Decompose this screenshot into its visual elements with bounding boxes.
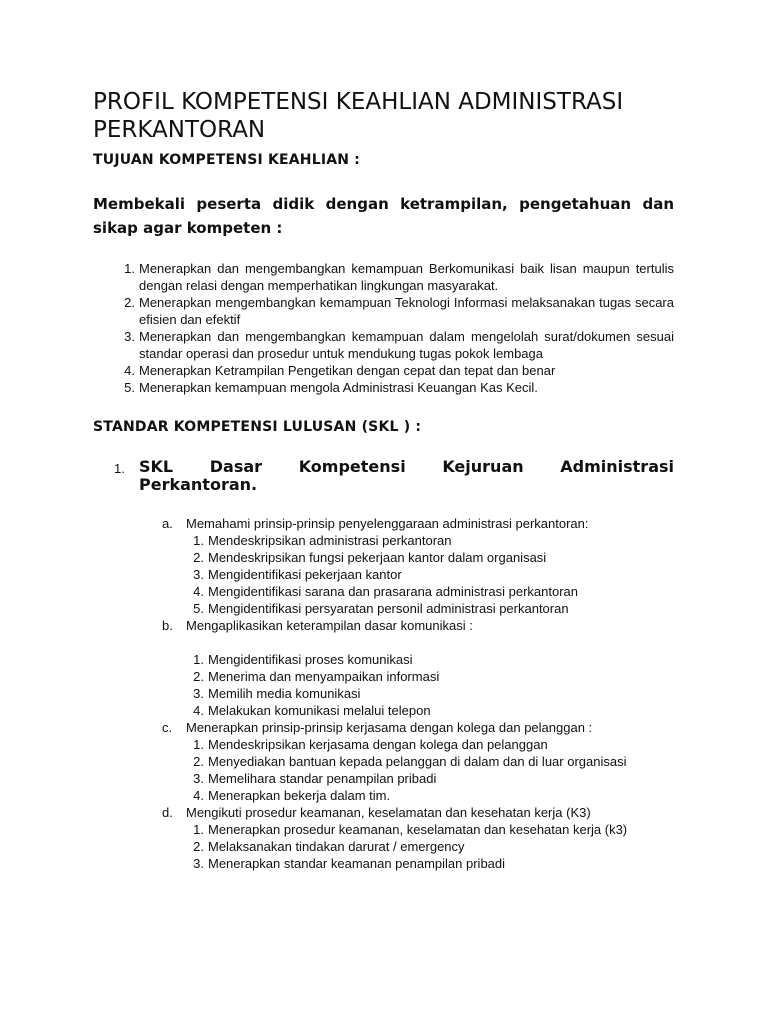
list-item (193, 753, 674, 770)
item-text: Mendeskripsikan fungsi pekerjaan kantor dalam organisasi (208, 550, 547, 565)
goals-list (124, 260, 674, 396)
item-number: 4. (193, 703, 204, 718)
section-letter: d. (162, 805, 173, 820)
list-item (193, 532, 674, 549)
item-text: Mendeskripsikan administrasi perkantoran (208, 533, 452, 548)
section-text: Mengikuti prosedur keamanan, keselamatan dan kesehatan kerja (K3) (186, 805, 591, 820)
item-number: 3. (193, 856, 204, 871)
goal-text: Menerapkan kemampuan mengola Administrasi Keuangan Kas Kecil. (139, 380, 538, 395)
section-text: Menerapkan prinsip-prinsip kerjasama dengan kolega dan pelanggan : (186, 720, 593, 735)
section-text: Memahami prinsip-prinsip penyelenggaraan administrasi perkantoran: (186, 516, 589, 531)
item-text: Mengidentifikasi persyaratan personil administrasi perkantoran (208, 601, 569, 616)
item-text: Memilih media komunikasi (208, 686, 361, 701)
document-title: PROFIL KOMPETENSI KEAHLIAN ADMINISTRASI PERKANTORAN (93, 89, 624, 143)
tujuan-heading: TUJUAN KOMPETENSI KEAHLIAN : (93, 152, 361, 168)
list-item (193, 770, 674, 787)
item-number: 3. (193, 771, 204, 786)
skl1-number: 1. (114, 461, 125, 476)
list-item (193, 566, 674, 583)
goal-text: Menerapkan Ketrampilan Pengetikan dengan cepat dan tepat dan benar (139, 363, 556, 378)
item-number: 3. (193, 567, 204, 582)
list-item (193, 600, 674, 617)
section-letter: b. (162, 618, 173, 633)
item-text: Menerapkan standar keamanan penampilan pribadi (208, 856, 506, 871)
item-number: 3. (193, 686, 204, 701)
item-number: 4. (193, 788, 204, 803)
goal-item (124, 362, 674, 379)
item-number: 1. (193, 533, 204, 548)
goal-number: 3. (124, 329, 135, 344)
goal-number: 1. (124, 261, 135, 276)
section-d-items (162, 821, 674, 872)
list-item (193, 736, 674, 753)
goal-item (124, 294, 674, 328)
item-text: Menerima dan menyampaikan informasi (208, 669, 440, 684)
goal-item (124, 328, 674, 362)
item-number: 2. (193, 669, 204, 684)
list-item (193, 821, 674, 838)
item-text: Menyediakan bantuan kepada pelanggan di dalam dan di luar organisasi (208, 754, 627, 769)
goal-text: Menerapkan dan mengembangkan kemampuan dalam mengelolah surat/dokumen sesuai standar operasi dan prosedur untuk mendukung tugas pokok lembaga (139, 329, 674, 361)
section-a (162, 515, 674, 532)
section-text: Mengaplikasikan keterampilan dasar komunikasi : (186, 618, 473, 633)
item-number: 2. (193, 839, 204, 854)
list-item (193, 668, 674, 685)
list-item (193, 787, 674, 804)
goal-item (124, 260, 674, 294)
list-item (193, 855, 674, 872)
section-d (162, 804, 674, 821)
item-number: 1. (193, 652, 204, 667)
item-number: 1. (193, 737, 204, 752)
item-text: Mengidentifikasi sarana dan prasarana administrasi perkantoran (208, 584, 578, 599)
skl-heading: STANDAR KOMPETENSI LULUSAN (SKL ) : (93, 419, 422, 435)
goal-text: Menerapkan mengembangkan kemampuan Teknologi Informasi melaksanakan tugas secara efisien dan efektif (139, 295, 674, 327)
list-item (193, 838, 674, 855)
item-text: Mendeskripsikan kerjasama dengan kolega dan pelanggan (208, 737, 548, 752)
goal-number: 5. (124, 380, 135, 395)
skl1-title-line2: Perkantoran. (139, 475, 258, 494)
goal-item (124, 379, 674, 396)
item-number: 4. (193, 584, 204, 599)
skl-outline (162, 515, 674, 872)
list-item (193, 685, 674, 702)
item-text: Mengidentifikasi pekerjaan kantor (208, 567, 402, 582)
goal-number: 2. (124, 295, 135, 310)
item-number: 1. (193, 822, 204, 837)
section-b-items (162, 651, 674, 719)
goal-text: Menerapkan dan mengembangkan kemampuan Berkomunikasi baik lisan maupun tertulis dengan relasi dengan memperhatikan lingkungan masyarakat. (139, 261, 674, 293)
list-item (193, 651, 674, 668)
list-item (193, 549, 674, 566)
item-text: Memelihara standar penampilan pribadi (208, 771, 437, 786)
skl1-title-line1: SKL Dasar Kompetensi Kejuruan Administrasi (139, 457, 674, 476)
section-letter: a. (162, 516, 173, 531)
item-text: Melaksanakan tindakan darurat / emergency (208, 839, 465, 854)
section-c (162, 719, 674, 736)
section-b (162, 617, 674, 634)
item-text: Menerapkan bekerja dalam tim. (208, 788, 391, 803)
item-text: Mengidentifikasi proses komunikasi (208, 652, 413, 667)
item-text: Menerapkan prosedur keamanan, keselamatan dan kesehatan kerja (k3) (208, 822, 628, 837)
section-c-items (162, 736, 674, 804)
section-a-items (162, 532, 674, 617)
item-text: Melakukan komunikasi melalui telepon (208, 703, 431, 718)
spacer (162, 634, 674, 651)
item-number: 5. (193, 601, 204, 616)
list-item (193, 583, 674, 600)
goal-number: 4. (124, 363, 135, 378)
section-letter: c. (162, 720, 173, 735)
item-number: 2. (193, 754, 204, 769)
list-item (193, 702, 674, 719)
intro-paragraph: Membekali peserta didik dengan ketrampilan, pengetahuan dan sikap agar kompeten : (93, 195, 674, 237)
item-number: 2. (193, 550, 204, 565)
